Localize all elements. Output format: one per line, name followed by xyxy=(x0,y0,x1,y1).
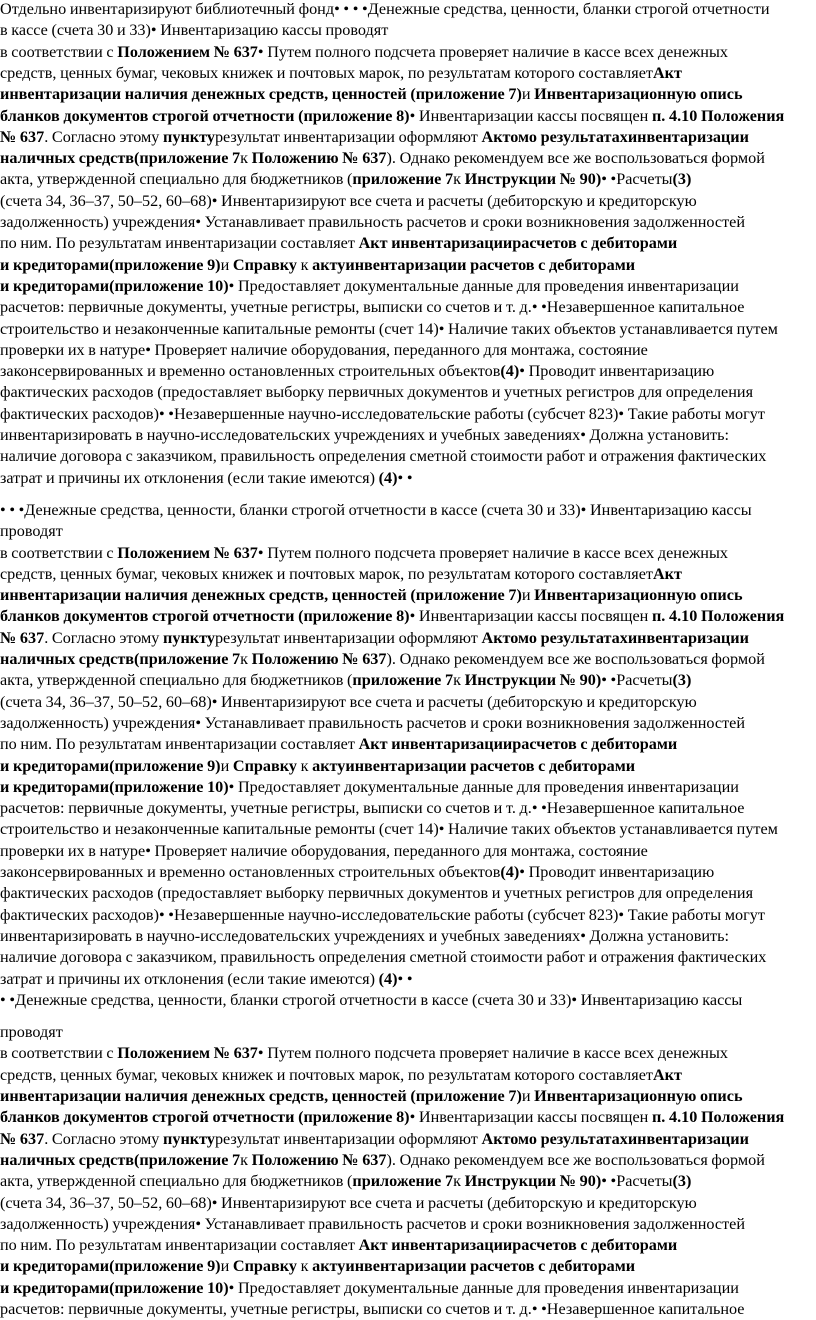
text-run: . Согласно этому xyxy=(44,628,164,647)
text-run: • •Расчеты xyxy=(601,671,673,690)
text-run: проводят xyxy=(0,1023,63,1042)
bold-text: Положением № 637 xyxy=(117,1044,258,1063)
bold-text: п. 4.10 Положения xyxy=(651,1108,785,1127)
text-run: • Путем полного подсчета проверяет наличие в кассе всех денежных xyxy=(257,42,728,61)
text-run: инвентаризировать в научно-исследовательских учреждениях и учебных заведениях• Должна установить: xyxy=(0,426,729,444)
bold-text: (4) xyxy=(500,863,520,881)
text-run: • • xyxy=(397,969,413,988)
text-run: и xyxy=(220,1257,233,1276)
text-run: расчетов: первичные документы, учетные регистры, выписки со счетов и т. д.• •Незавершенное капитальное xyxy=(0,298,745,317)
text-line xyxy=(0,148,765,169)
bold-text: Положением № 637 xyxy=(117,543,258,562)
text-line xyxy=(0,862,714,883)
bold-text: бланков документов строгой отчетности (приложение 8) xyxy=(0,607,410,626)
text-run: • Предоставляет документальные данные для проведения инвентаризации xyxy=(228,777,739,796)
text-run: ). Однако рекомендуем все же воспользоваться формой xyxy=(386,650,765,668)
bold-text: и кредиторами(приложение 10) xyxy=(0,777,229,796)
bold-text: инвентаризации наличия денежных средств, ценностей (приложение 7) xyxy=(0,85,522,104)
bold-text: (3) xyxy=(672,671,692,690)
text-line xyxy=(0,500,752,521)
text-line xyxy=(0,798,745,819)
text-run: • •Расчеты xyxy=(601,1172,673,1191)
text-run: проверки их в натуре• Проверяет наличие оборудования, переданного для монтажа, состояние xyxy=(0,841,648,860)
text-run: и xyxy=(521,586,535,605)
text-run: законсервированных и временно остановленных строительных объектов xyxy=(0,362,501,381)
bold-text: и кредиторами(приложение 9) xyxy=(0,255,221,274)
text-line xyxy=(0,649,765,670)
bold-text: Инвентаризационную опись xyxy=(534,586,743,605)
text-run: Отдельно инвентаризируют библиотечный фонд• • • •Денежные средства, ценности, бланки строгой отчетности xyxy=(0,0,770,18)
bold-text: (4) xyxy=(378,969,398,988)
bold-text: (приложение 7 xyxy=(134,650,241,668)
text-line xyxy=(0,990,742,1011)
bold-text: актуинвентаризации расчетов с дебиторами xyxy=(312,756,636,775)
text-line xyxy=(0,1235,677,1256)
text-run: ). Однако рекомендуем все же воспользоваться формой xyxy=(386,1150,765,1169)
bold-text: (3) xyxy=(672,170,692,189)
bold-text: № 637 xyxy=(0,1129,45,1148)
text-run: • Инвентаризации кассы посвящен xyxy=(409,607,652,626)
text-run: (счета 34, 36–37, 50–52, 60–68)• Инвентаризируют все счета и расчеты (дебиторскую и кредиторскую xyxy=(0,692,697,711)
text-line xyxy=(0,468,413,489)
text-line xyxy=(0,382,753,403)
text-line xyxy=(0,340,648,361)
text-run: • Предоставляет документальные данные для проведения инвентаризации xyxy=(228,276,739,295)
text-run: расчетов: первичные документы, учетные регистры, выписки со счетов и т. д.• •Незавершенное капитальное xyxy=(0,799,745,818)
bold-text: и кредиторами(приложение 9) xyxy=(0,1257,221,1276)
text-line xyxy=(0,1129,749,1150)
text-line xyxy=(0,905,765,926)
text-run: задолженность) учреждения• Устанавливает правильность расчетов и сроки возникновения задолженностей xyxy=(0,213,746,231)
text-run: средств, ценных бумаг, чековых книжек и почтовых марок, по результатам которого составляет xyxy=(0,564,653,583)
text-run: ). Однако рекомендуем все же воспользоваться формой xyxy=(386,149,765,168)
bold-text: бланков документов строгой отчетности (приложение 8) xyxy=(0,106,410,125)
text-line xyxy=(0,446,766,467)
text-line xyxy=(0,543,728,564)
text-line xyxy=(0,947,766,968)
text-run: результат инвентаризации оформляют xyxy=(214,127,482,146)
text-run: к xyxy=(296,1257,313,1276)
text-run: (счета 34, 36–37, 50–52, 60–68)• Инвентаризируют все счета и расчеты (дебиторскую и кредиторскую xyxy=(0,1193,697,1212)
text-run: • Проводит инвентаризацию xyxy=(519,863,715,881)
bold-text: (3) xyxy=(672,1172,692,1191)
text-line xyxy=(0,692,697,713)
text-line xyxy=(0,297,745,318)
bold-text: (4) xyxy=(378,468,398,487)
text-line xyxy=(0,42,728,63)
text-run: и xyxy=(521,1087,535,1105)
text-run: средств, ценных бумаг, чековых книжек и почтовых марок, по результатам которого составляет xyxy=(0,1065,653,1084)
text-run: фактических расходов (предоставляет выборку первичных документов и учетных регистров для определения xyxy=(0,383,754,402)
text-line xyxy=(0,734,677,755)
bold-text: пункту xyxy=(163,127,215,146)
bold-text: п. 4.10 Положения xyxy=(651,106,785,125)
text-run: к xyxy=(453,1172,465,1191)
bold-text: Справку xyxy=(232,255,297,274)
text-run: • •Расчеты xyxy=(601,170,673,189)
text-run: (счета 34, 36–37, 50–52, 60–68)• Инвентаризируют все счета и расчеты (дебиторскую и кредиторскую xyxy=(0,191,697,210)
text-run: и xyxy=(220,756,233,775)
text-run: затрат и причины их отклонения (если такие имеются) xyxy=(0,468,379,487)
text-run: и xyxy=(521,85,535,104)
bold-text: Акт инвентаризациирасчетов с дебиторами xyxy=(358,234,678,253)
text-run: в соответствии с xyxy=(0,1044,118,1063)
text-run: • Проводит инвентаризацию xyxy=(519,362,715,381)
text-run: • • •Денежные средства, ценности, бланки строгой отчетности в кассе (счета 30 и 33)• Инвентаризацию кассы xyxy=(0,500,752,519)
text-run: по ним. По результатам инвентаризации составляет xyxy=(0,234,359,253)
text-run: • •Денежные средства, ценности, бланки строгой отчетности в кассе (счета 30 и 33)• Инвентаризацию кассы xyxy=(0,990,743,1009)
text-line xyxy=(0,0,770,20)
text-line xyxy=(0,212,745,233)
bold-text: наличных средств xyxy=(0,149,135,168)
text-run: . Согласно этому xyxy=(44,1129,164,1148)
bold-text: бланков документов строгой отчетности (приложение 8) xyxy=(0,1108,410,1127)
text-line xyxy=(0,106,784,127)
text-run: законсервированных и временно остановленных строительных объектов xyxy=(0,863,501,881)
text-run: наличие договора с заказчиком, правильность определения сметной стоимости работ и отражения фактических xyxy=(0,948,767,967)
bold-text: Положению № 637 xyxy=(251,1150,387,1169)
text-run: фактических расходов)• •Незавершенные научно-исследовательские работы (субсчет 823)• Такие работы могут xyxy=(0,905,765,924)
text-line xyxy=(0,606,784,627)
text-line xyxy=(0,1107,784,1128)
text-line xyxy=(0,756,635,777)
bold-text: Положению № 637 xyxy=(251,149,387,168)
text-line xyxy=(0,276,739,297)
text-run: строительство и незаконченные капитальные ремонты (счет 14)• Наличие таких объектов устанавливается путем xyxy=(0,319,778,338)
bold-text: п. 4.10 Положения xyxy=(651,607,785,626)
text-run: к xyxy=(453,170,465,189)
text-run: строительство и незаконченные капитальные ремонты (счет 14)• Наличие таких объектов устанавливается путем xyxy=(0,820,778,839)
text-run: к xyxy=(240,1150,252,1169)
text-line xyxy=(0,564,682,585)
text-line xyxy=(0,63,682,84)
text-run: в соответствии с xyxy=(0,543,118,562)
text-line xyxy=(0,777,739,798)
text-line xyxy=(0,521,63,542)
bold-text: (4) xyxy=(500,362,520,381)
text-run: расчетов: первичные документы, учетные регистры, выписки со счетов и т. д.• •Незавершенное капитальное xyxy=(0,1300,745,1318)
text-run: акта, утвержденной специально для бюджетников ( xyxy=(0,1172,353,1191)
text-line xyxy=(0,233,677,254)
text-line xyxy=(0,319,778,340)
text-line xyxy=(0,1043,728,1064)
bold-text: Акт xyxy=(652,564,682,583)
bold-text: инвентаризации наличия денежных средств, ценностей (приложение 7) xyxy=(0,586,522,605)
text-run: задолженность) учреждения• Устанавливает правильность расчетов и сроки возникновения задолженностей xyxy=(0,713,746,732)
bold-text: Инвентаризационную опись xyxy=(534,1087,743,1105)
text-run: фактических расходов (предоставляет выборку первичных документов и учетных регистров для определения xyxy=(0,884,754,903)
text-run: результат инвентаризации оформляют xyxy=(214,1129,482,1148)
text-line xyxy=(0,585,743,606)
text-run: проверки их в натуре• Проверяет наличие оборудования, переданного для монтажа, состояние xyxy=(0,340,648,359)
text-line xyxy=(0,425,729,446)
bold-text: актуинвентаризации расчетов с дебиторами xyxy=(312,255,636,274)
text-run: • Инвентаризации кассы посвящен xyxy=(409,106,652,125)
text-run: к xyxy=(453,671,465,690)
text-line xyxy=(0,628,749,649)
text-run: задолженность) учреждения• Устанавливает правильность расчетов и сроки возникновения задолженностей xyxy=(0,1214,746,1233)
bold-text: Инструкции № 90) xyxy=(464,671,602,690)
bold-text: (приложение 7 xyxy=(134,1150,241,1169)
text-run: акта, утвержденной специально для бюджетников ( xyxy=(0,671,353,690)
text-run: • Путем полного подсчета проверяет наличие в кассе всех денежных xyxy=(257,543,728,562)
bold-text: приложение 7 xyxy=(352,671,454,690)
bold-text: наличных средств xyxy=(0,650,135,668)
text-line xyxy=(0,926,729,947)
text-run: к xyxy=(240,149,252,168)
text-run: к xyxy=(296,255,313,274)
bold-text: приложение 7 xyxy=(352,1172,454,1191)
bold-text: Актомо результатахинвентаризации xyxy=(481,628,749,647)
text-line xyxy=(0,713,745,734)
bold-text: (приложение 7 xyxy=(134,149,241,168)
text-run: к xyxy=(240,650,252,668)
text-line xyxy=(0,1278,739,1299)
bold-text: инвентаризации наличия денежных средств, ценностей (приложение 7) xyxy=(0,1087,522,1105)
bold-text: Акт инвентаризациирасчетов с дебиторами xyxy=(358,1236,678,1255)
bold-text: приложение 7 xyxy=(352,170,454,189)
bold-text: Инструкции № 90) xyxy=(464,1172,602,1191)
text-run: наличие договора с заказчиком, правильность определения сметной стоимости работ и отражения фактических xyxy=(0,447,767,466)
text-run: в кассе (счета 30 и 33)• Инвентаризацию кассы проводят xyxy=(0,21,389,40)
text-line xyxy=(0,1256,635,1277)
bold-text: актуинвентаризации расчетов с дебиторами xyxy=(312,1257,636,1276)
bold-text: Актомо результатахинвентаризации xyxy=(481,1129,749,1148)
text-line xyxy=(0,361,714,382)
bold-text: наличных средств xyxy=(0,1150,135,1169)
text-line xyxy=(0,1086,743,1107)
bold-text: Справку xyxy=(232,1257,297,1276)
text-line xyxy=(0,1193,697,1214)
text-run: средств, ценных бумаг, чековых книжек и почтовых марок, по результатам которого составляет xyxy=(0,63,653,82)
text-line xyxy=(0,841,648,862)
text-line xyxy=(0,1299,745,1320)
bold-text: пункту xyxy=(163,1129,215,1148)
text-line xyxy=(0,1065,682,1086)
bold-text: № 637 xyxy=(0,127,45,146)
bold-text: и кредиторами(приложение 9) xyxy=(0,756,221,775)
text-line xyxy=(0,255,635,276)
bold-text: и кредиторами(приложение 10) xyxy=(0,276,229,295)
text-run: • Предоставляет документальные данные для проведения инвентаризации xyxy=(228,1278,739,1297)
bold-text: и кредиторами(приложение 10) xyxy=(0,1278,229,1297)
text-line xyxy=(0,670,691,691)
bold-text: Акт xyxy=(652,1065,682,1084)
text-run: проводят xyxy=(0,522,63,541)
text-run: . Согласно этому xyxy=(44,127,164,146)
text-run: • • xyxy=(397,468,413,487)
text-line xyxy=(0,1214,745,1235)
text-line xyxy=(0,883,753,904)
text-line xyxy=(0,1171,691,1192)
bold-text: Положению № 637 xyxy=(251,650,387,668)
text-run: результат инвентаризации оформляют xyxy=(214,628,482,647)
text-line xyxy=(0,404,765,425)
bold-text: Актомо результатахинвентаризации xyxy=(481,127,749,146)
text-run: затрат и причины их отклонения (если такие имеются) xyxy=(0,969,379,988)
text-line xyxy=(0,191,697,212)
text-line xyxy=(0,20,388,41)
text-line xyxy=(0,819,778,840)
text-run: • Путем полного подсчета проверяет наличие в кассе всех денежных xyxy=(257,1044,728,1063)
text-line xyxy=(0,1150,765,1171)
text-line xyxy=(0,127,749,148)
text-run: фактических расходов)• •Незавершенные научно-исследовательские работы (субсчет 823)• Такие работы могут xyxy=(0,404,765,423)
text-run: • Инвентаризации кассы посвящен xyxy=(409,1108,652,1127)
text-run: и xyxy=(220,255,233,274)
text-run: к xyxy=(296,756,313,775)
text-line xyxy=(0,1022,63,1043)
text-line xyxy=(0,169,691,190)
bold-text: Инвентаризационную опись xyxy=(534,85,743,104)
bold-text: пункту xyxy=(163,628,215,647)
bold-text: Акт xyxy=(652,63,682,82)
bold-text: Справку xyxy=(232,756,297,775)
text-run: акта, утвержденной специально для бюджетников ( xyxy=(0,170,353,189)
text-run: по ним. По результатам инвентаризации составляет xyxy=(0,735,359,754)
bold-text: Инструкции № 90) xyxy=(464,170,602,189)
text-line xyxy=(0,84,743,105)
bold-text: № 637 xyxy=(0,628,45,647)
text-run: по ним. По результатам инвентаризации составляет xyxy=(0,1236,359,1255)
text-run: в соответствии с xyxy=(0,42,118,61)
text-run: инвентаризировать в научно-исследовательских учреждениях и учебных заведениях• Должна установить: xyxy=(0,926,729,945)
text-line xyxy=(0,969,413,990)
bold-text: Акт инвентаризациирасчетов с дебиторами xyxy=(358,735,678,754)
bold-text: Положением № 637 xyxy=(117,42,258,61)
